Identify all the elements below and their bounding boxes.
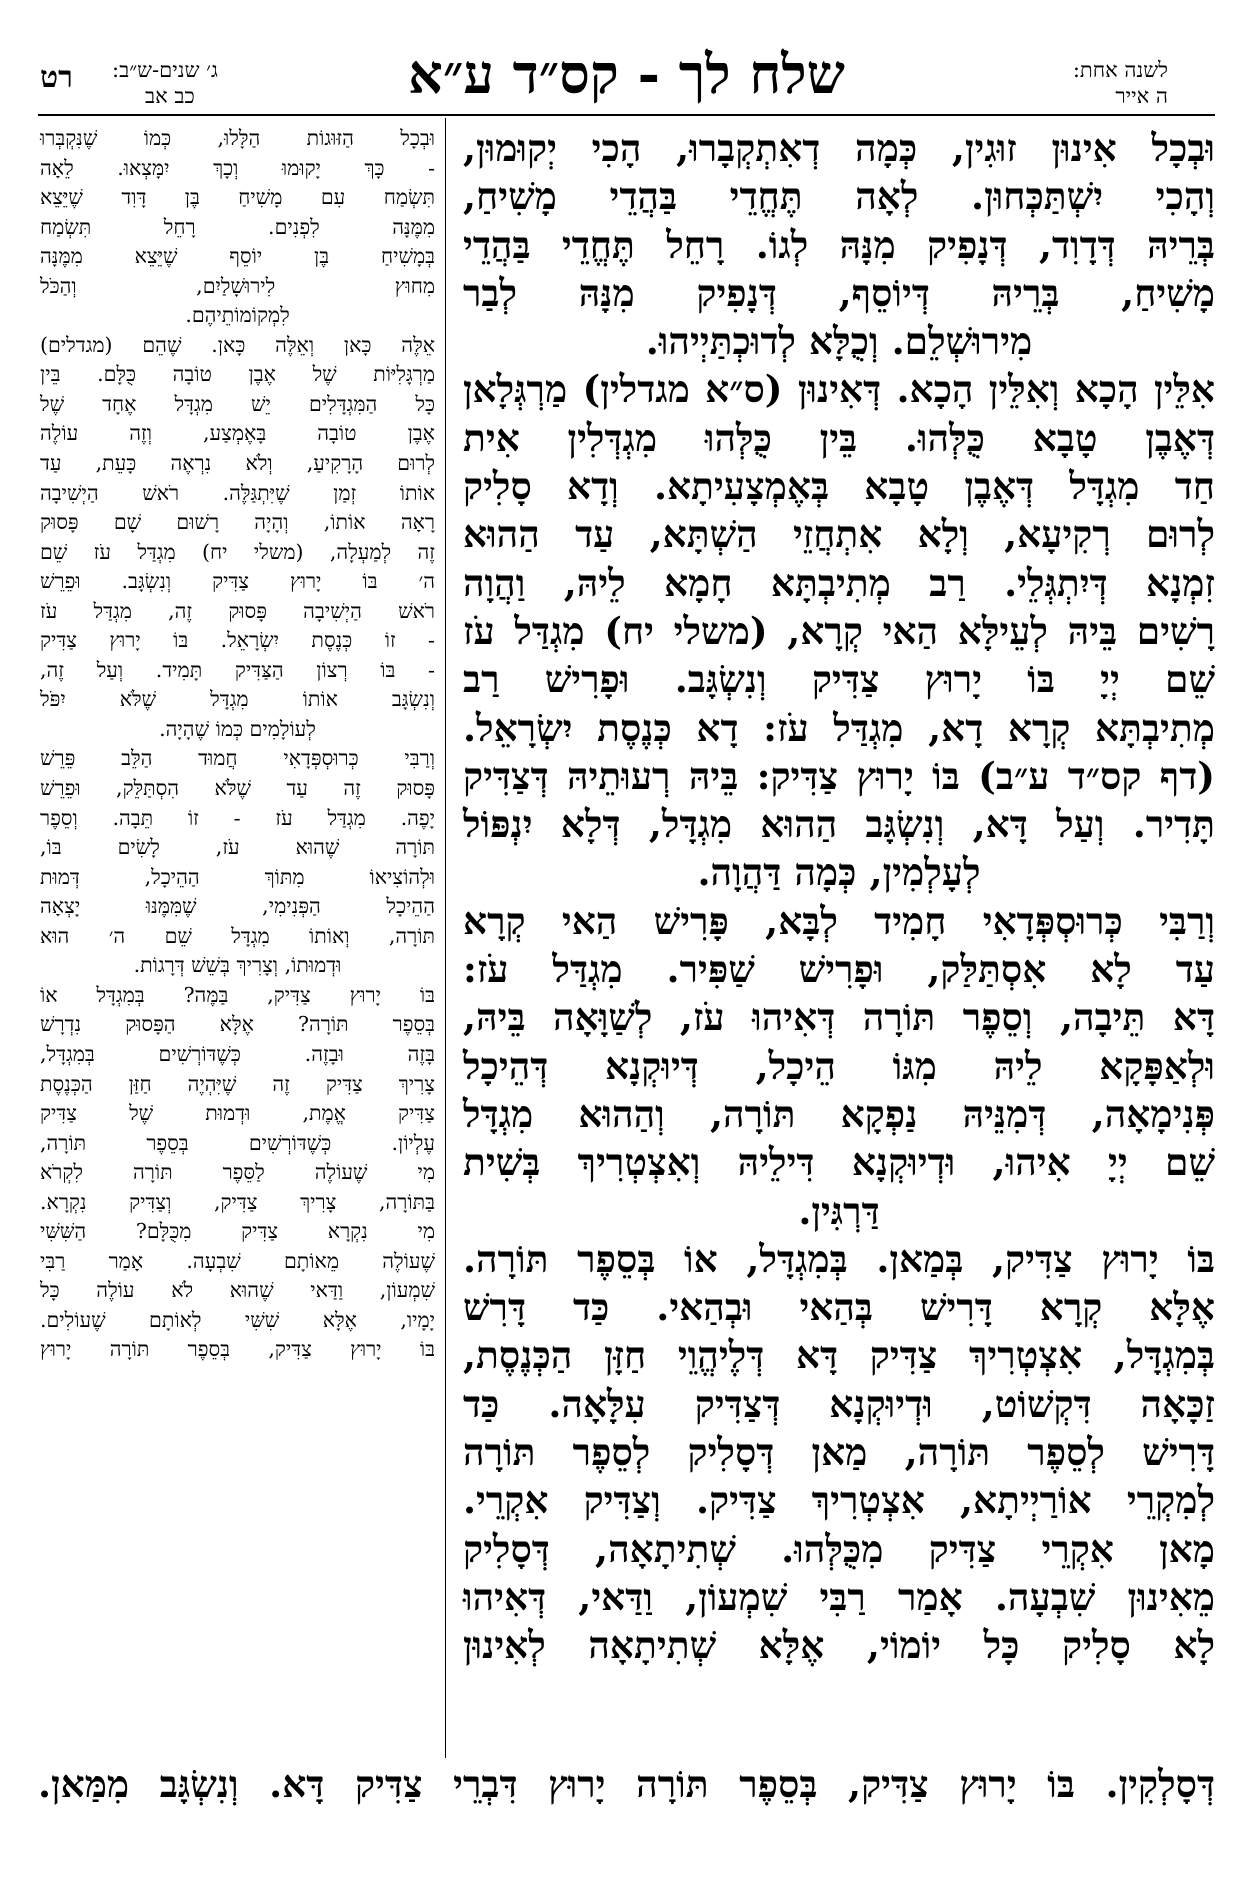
hebrew-text-line: מִי נִקְרָא צַדִּיק מִכֻּלָּם? הַשִּׁשִּׁי bbox=[40, 1219, 435, 1244]
aramaic-text-line: חַד מִגְדָּל דְּאֶבֶן טָבָא בְּאֶמְצָעִיתָא. וְדָא סָלִיק bbox=[463, 464, 1215, 509]
hebrew-text-line: יָפֶה. מִגְדַּל עֹז - זוֹ תֵּבָה. וְסֵפֶר bbox=[40, 805, 435, 830]
aramaic-text-line: בְּרֵיהּ דְּדָוִד, דְּנָפִיק מִנָּהּ לְגוֹ. רָחֵל תֶּחֱדֵי בַּהֲדֵי bbox=[463, 222, 1215, 267]
aramaic-text-line: מָאן אִקְרֵי צַדִּיק מִכֻּלְּהוּ. שְׁתִיתָאָה, דְּסָלִיק bbox=[463, 1526, 1215, 1571]
header-cycle-label: ג׳ שנים-ש״ב: bbox=[112, 58, 218, 82]
aramaic-text-line: וּבְכָל אִינוּן זוּגִין, כְּמָה דְאִתְקְבָרוּ, הָכִי יְקוּמוּן, bbox=[463, 126, 1215, 170]
hebrew-text-line: יָמָיו, אֶלָּא שִׁשִּׁי לְאוֹתָם שֶׁעוֹלִים. bbox=[40, 1307, 435, 1332]
aramaic-text-line: לְרוּם רְקִיעָא, וְלָא אִתְחֲזֵי הַשְׁתָּא, עַד הַהוּא bbox=[463, 512, 1215, 557]
hebrew-text-line: בּוֹ יָרוּץ צַדִּיק, בַּמֶּה? בְּמִגְדָּל אוֹ bbox=[40, 982, 435, 1007]
hebrew-text-line: צַדִּיק אֱמֶת, וּדְמוּת שֶׁל צַדִּיק bbox=[40, 1101, 435, 1126]
header-rule bbox=[38, 114, 1215, 116]
hebrew-text-line: פָּסוּק זֶה עַד שֶׁלֹּא הִסְתַּלֵּק, וּפֵרֵשׁ bbox=[40, 776, 435, 801]
hebrew-text-line: עֶלְיוֹן. כְּשֶׁדּוֹרְשִׁים בְּסֵפֶר תּוֹרָה, bbox=[40, 1130, 435, 1155]
hebrew-text-line: וְרַבִּי כְּרוּסְפְּדָאִי חֲמוּד הַלֵּב פֵּרֵשׁ bbox=[40, 746, 435, 771]
aramaic-text-line: אֶלָּא קְרָא דָּרִישׁ בְּהַאי וּבְהַאי. כַּד דָּרִשׁ bbox=[463, 1285, 1215, 1330]
aramaic-text-line: בְּמִגְדָּל, אִצְטְרִיךְ צַדִּיק דָּא דְּלֶיהֱוֵי חַזָּן הַכְּנֶסֶת, bbox=[463, 1333, 1215, 1378]
hebrew-text-line: - זוֹ כְּנֶסֶת יִשְׂרָאֵל. בּוֹ יָרוּץ צַדִּיק bbox=[40, 628, 435, 653]
aramaic-text-line: אִלֵּין הָכָא וְאִלֵּין הָכָא. דְּאִינוּן (ס״א מגדלין) מַרְגְּלָאן bbox=[463, 367, 1215, 412]
hebrew-text-line: זֶה לְמַעְלָה, (משלי יח) מִגְדַּל עֹז שֵׁם bbox=[40, 539, 435, 564]
aramaic-text-line: בּוֹ יָרוּץ צַדִּיק, בְּמַאן. בְּמִגְדָּל, אוֹ בְּסֵפֶר תּוֹרָה. bbox=[463, 1236, 1215, 1281]
hebrew-text-line: אֵלֶּה כָּאן וְאֵלֶּה כָּאן. שֶׁהֵם (מגדלים) bbox=[40, 332, 435, 357]
hebrew-text-line: לְרוּם הָרָקִיעַ, וְלֹא נִרְאֶה כָּעֵת, עַד bbox=[40, 451, 435, 476]
aramaic-text-line: לְעָלְמִין, כְּמָה דַּהֲוָה. bbox=[697, 850, 981, 895]
hebrew-text-line: לִמְקוֹמוֹתֵיהֶם. bbox=[185, 303, 290, 328]
aramaic-text-line: תָּדִיר. וְעַל דָּא, וְנִשְׂגָּב הַהוּא מִגְדָּל, דְּלָא יִנְפּוֹל bbox=[463, 802, 1215, 847]
aramaic-text-line: מֵאִינוּן שִׁבְעָה. אָמַר רַבִּי שִׁמְעוֹן, וַדַּאי, דְּאִיהוּ bbox=[463, 1574, 1215, 1619]
hebrew-text-line: רֹאשׁ הַיְשִׁיבָה פָּסוּק זֶה, מִגְדַּל עֹז bbox=[40, 598, 435, 623]
hebrew-text-line: תּוֹרָה שֶׁהוּא עֹז, לָשִׂים בּוֹ, bbox=[40, 835, 435, 860]
page-number: רט bbox=[40, 60, 73, 95]
hebrew-text-line: מַרְגָּלִיּוֹת שֶׁל אֶבֶן טוֹבָה כֻּלָּם. בֵּין bbox=[40, 362, 435, 387]
header-cycle-date: כב אב bbox=[145, 84, 195, 108]
header-year-date: ה אייר bbox=[1115, 84, 1168, 108]
hebrew-text-line: בַּתּוֹרָה, צָרִיךְ צַדִּיק, וְצַדִּיק נִקְרָא. bbox=[40, 1189, 435, 1214]
aramaic-text-line: זִמְנָא דְּיִתְגְּלֵי. רַב מְתִיבְתָּא חָמָא לֵיהּ, וַהֲוָה bbox=[463, 560, 1215, 605]
hebrew-text-line: בְּמָשִׁיחַ בֶּן יוֹסֵף שֶׁיֵּצֵא מִמֶּנָּה bbox=[40, 244, 435, 269]
hebrew-text-line: וּבְכָל הַזּוּגוֹת הַלָּלוּ, כְּמוֹ שֶׁנִּקְבְּרוּ bbox=[40, 126, 435, 150]
hebrew-text-line: בָּזֶה וּבָזֶה. כְּשֶׁדּוֹרְשִׁים בְּמִגְדָּל, bbox=[40, 1041, 435, 1066]
aramaic-text-line: מָשִׁיחַ, בְּרֵיהּ דְּיוֹסֵף, דְּנָפִיק מִנָּהּ לְבַר bbox=[463, 270, 1215, 315]
aramaic-text-line: פְּנִימָאָה, דְּמִנֵּיהּ נַפְקָא תּוֹרָה, וְהַהוּא מִגְדָּל bbox=[463, 1091, 1215, 1136]
hebrew-text-line: תּוֹרָה, וְאוֹתוֹ מִגְדָּל שֵׁם ה׳ הוּא bbox=[40, 923, 435, 948]
hebrew-text-line: - כָּךְ יָקוּמוּ וְכָךְ יִמָּצְאוּ. לֵאָה bbox=[40, 155, 435, 180]
hebrew-text-line: הַהֵיכָל הַפְּנִימִי, שֶׁמִּמֶּנּוּ יָצְאָה bbox=[40, 894, 435, 919]
column-divider bbox=[445, 118, 446, 1758]
hebrew-text-line: מִמֶּנָּה לִפְנִים. רָחֵל תִּשְׂמַח bbox=[40, 214, 435, 239]
bottom-text-line: דְּסָלְקִין. בּוֹ יָרוּץ צַדִּיק, בְּסֵפֶר תּוֹרָה יָרוּץ דִּבְרֵי צַדִּיק דָּא. וְנִשְׂגָּב מִמַּאן. bbox=[38, 1762, 1215, 1806]
aramaic-text-line: דְּאֶבֶן טָבָא כֻּלְּהוּ. בֵּין כֻּלְּהוּ מִגְדְּלִין אִית bbox=[463, 415, 1215, 460]
aramaic-text-column bbox=[463, 124, 1215, 1670]
aramaic-text-line: מְתִיבְתָּא קְרָא דָא, מִגְדַּל עֹז: דָא כְּנֶסֶת יִשְׂרָאֵל. bbox=[463, 705, 1215, 750]
hebrew-text-line: שִׁמְעוֹן, וַדַּאי שֶׁהוּא לֹא עוֹלֶה כָּל bbox=[40, 1278, 435, 1303]
page-title: שלח לך - קס״ד ע״א bbox=[408, 42, 845, 106]
aramaic-text-line: עַד לָא אִסְתַּלַּק, וּפָרִישׁ שַׁפִּיר. מִגְדַּל עֹז: bbox=[463, 947, 1215, 992]
aramaic-text-line: רָשִׁים בֵּיהּ לְעֵילָּא הַאי קְרָא, (משלי יח) מִגְדַּל עֹז bbox=[463, 608, 1215, 653]
hebrew-translation-column bbox=[40, 124, 435, 1365]
hebrew-text-line: ה׳ בּוֹ יָרוּץ צַדִּיק וְנִשְׂגָּב. וּפֵרֵשׁ bbox=[40, 569, 435, 594]
hebrew-text-line: רָאָה אוֹתוֹ, וְהָיָה רָשׁוּם שָׁם פָּסוּק bbox=[40, 510, 435, 535]
aramaic-text-line: שֵׁם יְיָ בּוֹ יָרוּץ צַדִּיק וְנִשְׂגָּב. וּפָרִישׁ רַב bbox=[463, 657, 1215, 702]
hebrew-text-line: וְנִשְׂגָּב אוֹתוֹ מִגְדָּל שֶׁלֹּא יִפֹּל bbox=[40, 687, 435, 712]
aramaic-text-line: דָּרִישׁ לְסֵפֶר תּוֹרָה, מַאן דְּסָלִיק לְסֵפֶר תּוֹרָה bbox=[463, 1430, 1215, 1475]
hebrew-text-line: בְּסֵפֶר תּוֹרָה? אֶלָּא הַפָּסוּק נִדְרָשׁ bbox=[40, 1012, 435, 1037]
hebrew-text-line: בּוֹ יָרוּץ צַדִּיק, בְּסֵפֶר תּוֹרָה יָרוּץ bbox=[40, 1337, 435, 1362]
aramaic-text-line: זַכָּאָה דִּקְשׁוֹט, וּדְיוּקְנָא דְּצַדִּיק עִלָּאָה. כַּד bbox=[463, 1381, 1215, 1426]
hebrew-text-line: אוֹתוֹ זְמַן שֶׁיִּתְגַּלֶּה. רֹאשׁ הַיְשִׁיבָה bbox=[40, 480, 435, 505]
header-year-label: לשנה אחת: bbox=[1072, 58, 1168, 82]
hebrew-text-line: מִחוּץ לִירוּשָׁלַיִם, וְהַכֹּל bbox=[40, 273, 435, 298]
aramaic-text-line: לָא סָלִיק כָּל יוֹמוֹי, אֶלָּא שְׁתִיתָאָה לְאִינוּן bbox=[463, 1623, 1215, 1668]
hebrew-text-line: כָּל הַמִּגְדָּלִים יֵשׁ מִגְדָּל אֶחָד שֶׁל bbox=[40, 391, 435, 416]
aramaic-text-line: דַּרְגִּין. bbox=[798, 1188, 880, 1233]
hebrew-text-line: תִּשְׂמַח עִם מָשִׁיחַ בֶּן דָּוִד שֶׁיֵּצֵא bbox=[40, 185, 435, 210]
hebrew-text-line: - בּוֹ רְצוֹן הַצַּדִּיק תָּמִיד. וְעַל זֶה, bbox=[40, 657, 435, 682]
aramaic-text-line: וְהָכִי יִשְׁתַּכְּחוּן. לְאָה תֶּחֱדֵי בַּהֲדֵי מָשִׁיחַ, bbox=[463, 174, 1215, 219]
hebrew-text-line: וּלְהוֹצִיאוֹ מִתּוֹךְ הַהֵיכָל, דְּמוּת bbox=[40, 864, 435, 889]
aramaic-text-line: שֵׁם יְיָ אִיהוּ, וּדְיוּקְנָא דִּילֵיהּ וְאִצְטְרִיךְ בְּשִׁית bbox=[463, 1140, 1215, 1185]
hebrew-text-line: שֶׁעוֹלֶה מֵאוֹתָם שִׁבְעָה. אָמַר רַבִּי bbox=[40, 1248, 435, 1273]
aramaic-text-line: וּלְאַפָּקָא לֵיהּ מִגּוֹ הֵיכָל, דְּיוּקְנָא דְּהֵיכָל bbox=[463, 1043, 1215, 1088]
hebrew-text-line: מִי שֶׁעוֹלֶה לַסֵּפֶר תּוֹרָה לִקְרֹא bbox=[40, 1160, 435, 1185]
hebrew-text-line: צָרִיךְ צַדִּיק זֶה שֶׁיִּהְיֶה חַזַּן הַכְּנֶסֶת bbox=[40, 1071, 435, 1096]
aramaic-text-line: (דף קס״ד ע״ב) בּוֹ יָרוּץ צַדִּיק: בֵּיהּ רְעוּתֵיהּ דְּצַדִּיק bbox=[463, 753, 1215, 798]
aramaic-text-line: דָּא תֵּיבָה, וְסֵפֶר תּוֹרָה דְּאִיהוּ עֹז, לְשַׁוָּאָה בֵּיהּ, bbox=[463, 995, 1215, 1040]
aramaic-text-line: וְרַבִּי כְּרוּסְפְּדָאִי חָמִיד לְבָּא, פָּרִישׁ הַאי קְרָא bbox=[463, 898, 1215, 943]
hebrew-text-line: לְעוֹלָמִים כְּמוֹ שֶׁהָיָה. bbox=[159, 716, 316, 741]
aramaic-text-line: מִירוּשְׁלֵם. וְכֻלָּא לְדוּכְתַּיְיהוּ. bbox=[645, 319, 1033, 364]
hebrew-text-line: אֶבֶן טוֹבָה בָּאֶמְצַע, וְזֶה עוֹלֶה bbox=[40, 421, 435, 446]
aramaic-text-line: לְמִקְרֵי אוֹרַיְיתָא, אִצְטְרִיךְ צַדִּיק. וְצַדִּיק אִקְרֵי. bbox=[463, 1478, 1215, 1523]
hebrew-text-line: וּדְמוּתוֹ, וְצָרִיךְ בְּשֵׁשׁ דְּרָגוֹת. bbox=[133, 953, 342, 978]
